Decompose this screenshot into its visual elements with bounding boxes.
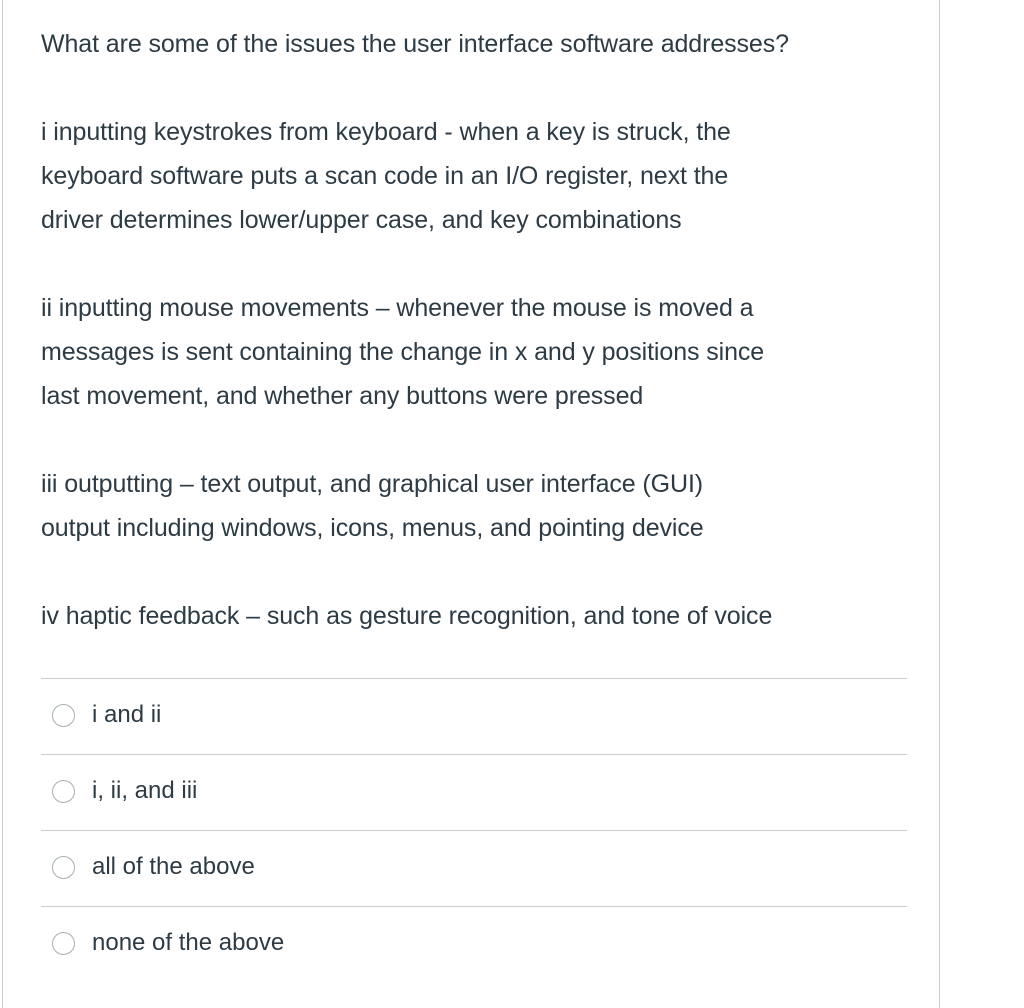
question-prompt: What are some of the issues the user interface software addresses? [41,30,789,58]
answer-label[interactable]: i, ii, and iii [92,777,198,804]
answer-option-2[interactable] [41,754,907,830]
answer-label[interactable]: all of the above [92,853,255,880]
radio-button[interactable] [52,856,75,879]
radio-button[interactable] [52,780,75,803]
radio-button[interactable] [52,704,75,727]
question-item-i [41,110,921,242]
question-line: output including windows, icons, menus, and pointing device [41,514,704,542]
question-text [41,22,921,638]
question-line: iii outputting – text output, and graphical user interface (GUI) [41,470,704,498]
question-line: messages is sent containing the change in x and y positions since [41,338,765,366]
question-line: i inputting keystrokes from keyboard - when a key is struck, the [41,118,731,146]
answer-option-3[interactable] [41,830,907,906]
question-item-iii [41,462,921,550]
answer-option-4[interactable] [41,906,907,982]
question-card [2,0,940,1008]
question-line: ii inputting mouse movements – whenever the mouse is moved a [41,294,754,322]
answer-label[interactable]: none of the above [92,929,285,956]
answer-option-1[interactable] [41,678,907,754]
question-item-iv [41,594,921,638]
question-line: keyboard software puts a scan code in an I/O register, next the [41,162,729,190]
answer-label[interactable]: i and ii [92,701,162,728]
question-line: driver determines lower/upper case, and key combinations [41,206,682,234]
radio-button[interactable] [52,932,75,955]
question-line: iv haptic feedback – such as gesture recognition, and tone of voice [41,602,773,630]
answer-list [41,678,907,982]
question-line: last movement, and whether any buttons were pressed [41,382,644,410]
question-item-ii [41,286,921,418]
